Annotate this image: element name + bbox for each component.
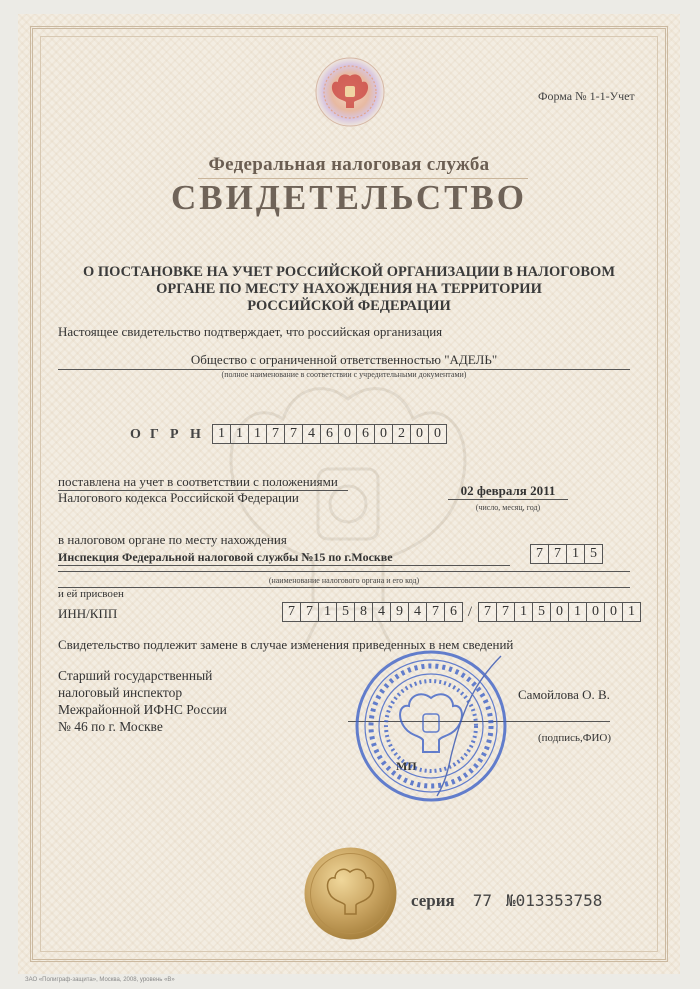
ogrn-row (130, 424, 446, 444)
registration-date-hint: (число, месяц, год) (475, 503, 541, 512)
signature-hint: (подпись,ФИО) (538, 732, 611, 744)
signer-name: Самойлова О. В. (518, 687, 610, 702)
organization-name-hint: (полное наименование в соответствии с учредительными документами) (221, 370, 467, 379)
inn-kpp-separator: / (467, 604, 473, 620)
registration-date: 02 февраля 2011 (448, 483, 568, 500)
kpp-digit: 1 (568, 602, 587, 622)
ogrn-digit: 1 (230, 424, 249, 444)
authority-rule (58, 571, 630, 572)
authority-code-digit: 7 (548, 544, 567, 564)
signer-line: налоговый инспектор (58, 685, 183, 700)
series-value: 77 (472, 891, 493, 910)
authority-name: Инспекция Федеральной налоговой службы №15 по г.Москве (58, 550, 510, 566)
subtitle-line: О ПОСТАНОВКЕ НА УЧЕТ РОССИЙСКОЙ ОРГАНИЗАЦИИ В НАЛОГОВОМ (82, 264, 616, 280)
inn-digit: 4 (372, 602, 391, 622)
kpp-digit-boxes (478, 602, 640, 622)
seal-place-mark: МП (396, 759, 417, 773)
kpp-digit: 5 (532, 602, 551, 622)
ogrn-letter: Г (150, 427, 159, 442)
ogrn-letter: Н (190, 427, 201, 442)
ogrn-digit: 4 (302, 424, 321, 444)
ogrn-digit: 0 (428, 424, 447, 444)
inn-digit: 9 (390, 602, 409, 622)
signer-line: Старший государственный (58, 668, 213, 683)
ogrn-digit: 0 (374, 424, 393, 444)
ogrn-digit: 0 (338, 424, 357, 444)
document-title: СВИДЕТЕЛЬСТВО (170, 178, 528, 217)
assigned-label: и ей присвоен (58, 588, 124, 600)
authority-rule-2 (58, 587, 630, 588)
registered-line-1: поставлена на учет в соответствии с положениями (58, 474, 348, 491)
inn-kpp-row (282, 602, 640, 622)
inn-digit: 7 (426, 602, 445, 622)
ogrn-digit: 1 (248, 424, 267, 444)
kpp-digit: 7 (496, 602, 515, 622)
inn-digit: 5 (336, 602, 355, 622)
ogrn-letter: Р (170, 427, 179, 442)
inn-digit-boxes (282, 602, 462, 622)
confirm-text: Настоящее свидетельство подтверждает, что российская организация (58, 324, 443, 339)
ogrn-digit-boxes (212, 424, 446, 444)
inn-kpp-label: ИНН/КПП (58, 606, 118, 621)
authority-hint: (наименование налогового органа и его код) (268, 576, 420, 585)
signer-line: № 46 по г. Москве (58, 719, 163, 734)
signer-position (58, 667, 227, 735)
kpp-digit: 0 (550, 602, 569, 622)
subtitle-line: ОРГАНЕ ПО МЕСТУ НАХОЖДЕНИЯ НА ТЕРРИТОРИИ (156, 281, 542, 297)
registered-line-2: Налогового кодекса Российской Федерации (58, 490, 299, 505)
authority-code-digit: 7 (530, 544, 549, 564)
authority-code-boxes (530, 544, 602, 564)
authority-code-digit: 1 (566, 544, 585, 564)
agency-name: Федеральная налоговая служба (208, 154, 490, 175)
certificate-sheet (18, 14, 680, 974)
ogrn-label (130, 425, 210, 443)
ogrn-digit: 1 (212, 424, 231, 444)
ogrn-digit: 0 (410, 424, 429, 444)
series-label: серия (411, 891, 455, 910)
subtitle-line: РОССИЙСКОЙ ФЕДЕРАЦИИ (247, 298, 451, 314)
authority-label: в налоговом органе по месту нахождения (58, 532, 287, 547)
kpp-digit: 0 (586, 602, 605, 622)
document-subtitle (78, 264, 620, 315)
form-number: Форма № 1-1-Учет (538, 89, 635, 103)
ogrn-digit: 2 (392, 424, 411, 444)
ogrn-digit: 6 (356, 424, 375, 444)
ogrn-digit: 7 (266, 424, 285, 444)
organization-name: Общество с ограниченной ответственностью "АДЕЛЬ" (58, 352, 630, 370)
ogrn-digit: 7 (284, 424, 303, 444)
signer-line: Межрайонной ИФНС России (58, 702, 227, 717)
authority-code-digit: 5 (584, 544, 603, 564)
inn-digit: 6 (444, 602, 463, 622)
inn-digit: 1 (318, 602, 337, 622)
kpp-digit: 1 (622, 602, 641, 622)
inn-digit: 8 (354, 602, 373, 622)
inn-digit: 7 (300, 602, 319, 622)
hologram-emblem-icon (314, 56, 386, 128)
official-stamp-icon (351, 646, 511, 806)
printer-footer: ЗАО «Полиграф-защита», Москва, 2008, уровень «В» (25, 977, 175, 983)
kpp-digit: 7 (478, 602, 497, 622)
inn-digit: 7 (282, 602, 301, 622)
gold-seal-icon (303, 846, 398, 941)
replace-notice: Свидетельство подлежит замене в случае изменения приведенных в нем сведений (58, 637, 514, 652)
ogrn-letter: О (130, 427, 141, 442)
kpp-digit: 0 (604, 602, 623, 622)
inn-digit: 4 (408, 602, 427, 622)
series-block (411, 891, 602, 911)
ogrn-digit: 6 (320, 424, 339, 444)
kpp-digit: 1 (514, 602, 533, 622)
document-number: №013353758 (506, 891, 603, 910)
